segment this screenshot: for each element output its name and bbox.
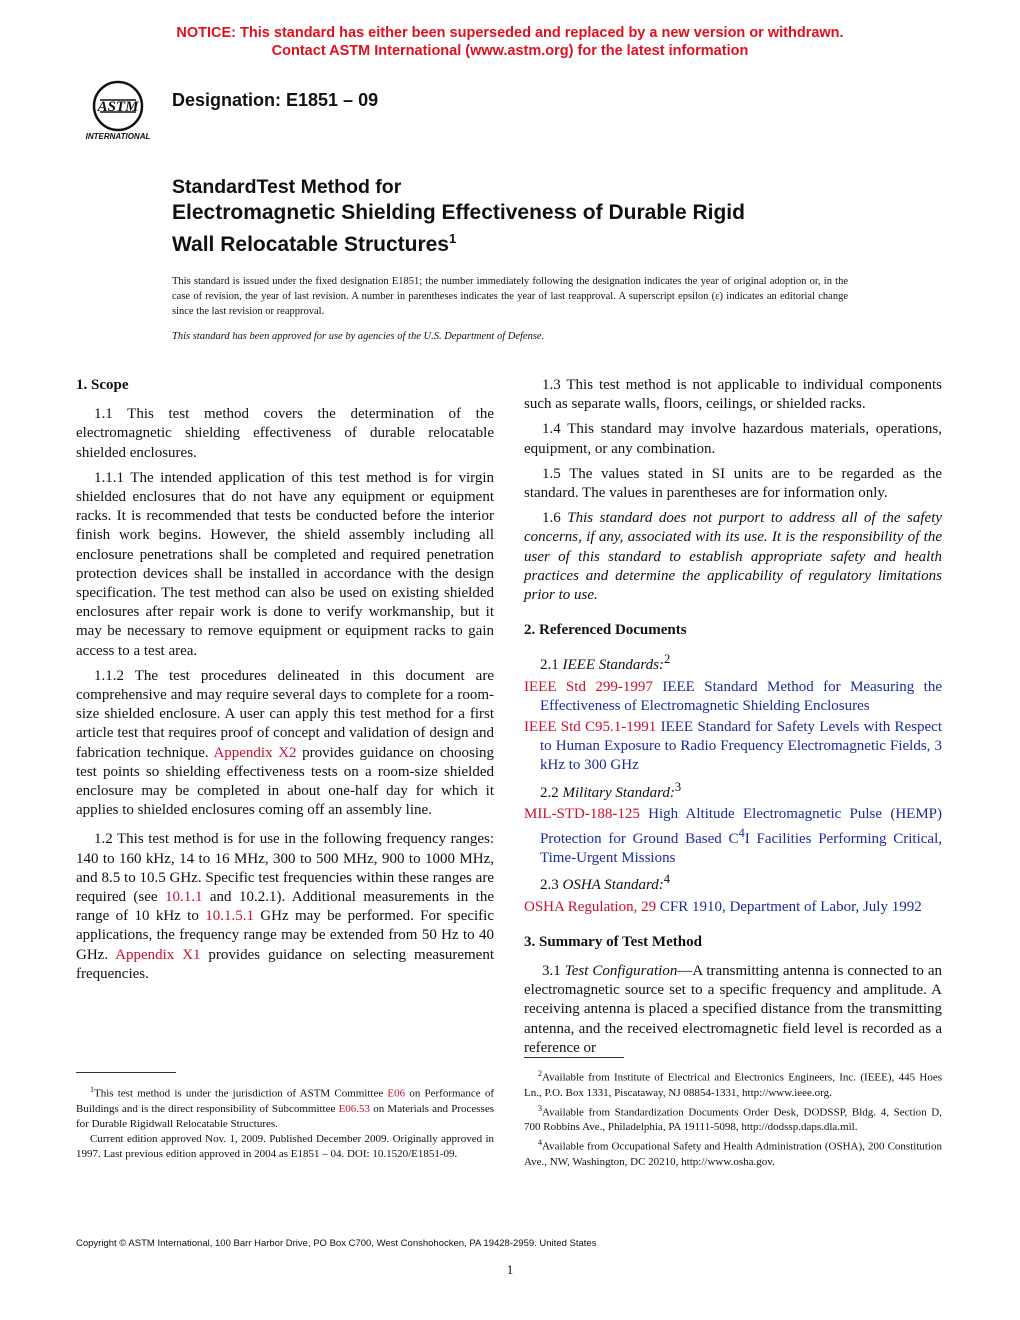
- committee-e06-link[interactable]: E06: [387, 1087, 406, 1100]
- title-footnote-mark: 1: [448, 231, 457, 246]
- left-column: [76, 376, 494, 990]
- section-2-3-sup: 4: [663, 872, 670, 887]
- notice-line-1: NOTICE: This standard has either been superseded and replaced by a new version or withdrawn.: [176, 25, 844, 41]
- para-1-2: [76, 830, 494, 984]
- para-1-6: [524, 509, 942, 605]
- subcommittee-e06-53-link[interactable]: E06.53: [338, 1102, 371, 1115]
- footnote-rule-right: [524, 1057, 624, 1058]
- para-1-2-text-d: provides guidance on selecting measurement frequencies.: [76, 946, 495, 982]
- section-2-2-sup: 3: [674, 779, 682, 794]
- para-1-1-2: [76, 667, 494, 821]
- section-2-3-number: 2.3: [540, 877, 559, 894]
- section-2-2-number: 2.2: [540, 784, 559, 801]
- footnote-4-text: Available from Occupational Safety and Health Administration (OSHA), 200 Constitution Ave., NW, Washington, DC 20210, http://www.osha.gov.: [524, 1140, 942, 1168]
- para-1-2-text-c: GHz may be performed. For specific applications, the frequency range may be extended from 50 Hz to 40 GHz.: [76, 908, 494, 963]
- title-line-2: Electromagnetic Shielding Effectiveness of Durable Rigid: [172, 201, 745, 224]
- para-1-1-1: 1.1.1 The intended application of this test method is for virgin shielded enclosures that do not have any equipment or equipment racks. It is recommended that tests be conducted before the interior finish work begins. However, the shield assembly including all enclosure penetrations shall be completed and required penetration protection devices shall be installed in accordance with the design specification. The test method can also be used on existing shielded enclosures after repair work is done to verify workmanship, but it may be necessary to remove equipment or equipment racks to gain access to a test area.: [76, 469, 494, 659]
- para-1-6-text: This standard does not purport to address all of the safety concerns, if any, associated with its use. It is the responsibility of the user of this standard to establish appropriate safety and health practices and determine the applicability of regulatory limitations prior to use.: [524, 510, 943, 604]
- section-2-1-number: 2.1: [540, 657, 559, 674]
- footnote-1-mark: 1: [90, 1085, 94, 1094]
- right-column: [524, 376, 942, 1064]
- footnote-1-text-a: This test method is under the jurisdiction of ASTM Committee: [94, 1087, 384, 1100]
- section-2-3: [524, 870, 942, 895]
- footnotes-right: [524, 1066, 942, 1170]
- footnote-2-mark: 2: [538, 1069, 542, 1078]
- para-1-1-2-text-a: 1.1.2 The test procedures delineated in this document are comprehensive and may require several days to complete for a room-size shielded enclosure. A user can apply this test method for a first article test that requires proof of concept and validation of design and fabrication technique.: [76, 667, 494, 761]
- footnote-3-text: Available from Standardization Documents Order Desk, DODSSP, Bldg. 4, Section D, 700 Robbins Ave., Philadelphia, PA 19111-5098, http://dodssp.daps.dla.mil.: [524, 1106, 942, 1134]
- ref-mil-std-id[interactable]: MIL-STD-188-125: [524, 805, 640, 822]
- footnote-1-text-b: on Performance of Buildings and is the direct responsibility of Subcommittee: [76, 1087, 495, 1115]
- section-2-2: [524, 778, 942, 803]
- title-line-3-wrap: [172, 226, 932, 258]
- astm-logo-subtext: INTERNATIONAL: [85, 132, 151, 141]
- dod-approval-note: This standard has been approved for use by agencies of the U.S. Department of Defense.: [172, 331, 545, 342]
- footnote-rule-left: [76, 1072, 176, 1073]
- designation: Designation: E1851 – 09: [172, 90, 379, 110]
- para-1-6-number: 1.6: [542, 510, 561, 527]
- ref-ieee-299[interactable]: [524, 678, 942, 716]
- footnote-3: [524, 1101, 942, 1136]
- title-line-1: StandardTest Method for: [172, 176, 402, 198]
- ref-mil-std-title-b[interactable]: I Facilities Performing Critical, Time-Urgent Missions: [540, 831, 942, 867]
- ref-osha-title[interactable]: CFR 1910, Department of Labor, July 1992: [659, 898, 922, 915]
- section-2-1-title: IEEE Standards:: [562, 657, 665, 674]
- para-1-1-2-text-b: provides guidance on choosing test points so shielding effectiveness tests on a room-size shielded enclosure may be completed in about one-half day for which it applies to shielded enclosures coming off an assembly line.: [76, 744, 494, 819]
- page-number: 1: [506, 1262, 514, 1277]
- appendix-x2-link[interactable]: Appendix X2: [213, 744, 297, 761]
- ref-mil-std[interactable]: [524, 805, 942, 869]
- footnote-1-text-c: on Materials and Processes for Durable Rigidwall Relocatable Structures.: [76, 1102, 494, 1130]
- para-3-1: [524, 962, 942, 1058]
- section-2-2-title: Military Standard:: [562, 784, 675, 801]
- para-3-1-number: 3.1: [542, 963, 561, 980]
- supersede-notice: [0, 24, 1020, 60]
- ref-ieee-299-title[interactable]: IEEE Standard Method for Measuring the Effectiveness of Electromagnetic Shielding Enclosures: [540, 678, 943, 714]
- section-2-1-sup: 2: [664, 652, 671, 667]
- footnote-2: [524, 1066, 942, 1101]
- footnote-4-mark: 4: [538, 1138, 542, 1148]
- section-2-1: [524, 650, 942, 675]
- ref-osha[interactable]: [524, 898, 942, 917]
- section-2-3-title: OSHA Standard:: [562, 877, 664, 894]
- ref-ieee-c95[interactable]: [524, 718, 942, 776]
- referenced-documents-heading: 2. Referenced Documents: [524, 622, 687, 639]
- section-10-1-1-link[interactable]: 10.1.1: [164, 889, 203, 906]
- footnotes-left: [76, 1082, 494, 1162]
- ref-mil-std-sup: 4: [738, 826, 745, 841]
- astm-logo-text: ASTM: [97, 99, 139, 115]
- footnote-1-edition: Current edition approved Nov. 1, 2009. Published December 2009. Originally approved in 1997. Last previous edition approved in 2004 as E1851 – 04. DOI: 10.1520/E1851-09.: [76, 1132, 494, 1160]
- summary-heading: 3. Summary of Test Method: [524, 933, 702, 950]
- document-title: [172, 174, 932, 258]
- ref-mil-std-title-a[interactable]: High Altitude Electromagnetic Pulse (HEMP) Protection for Ground Based C: [540, 805, 942, 848]
- footnote-1: [76, 1082, 494, 1132]
- footnote-2-text: Available from Institute of Electrical and Electronics Engineers, Inc. (IEEE), 445 Hoes Ln., P.O. Box 1331, Piscataway, NJ 08854-1331, http://www.ieee.org.: [524, 1071, 942, 1099]
- title-line-3: Wall Relocatable Structures: [172, 233, 449, 256]
- para-1-4: 1.4 This standard may involve hazardous materials, operations, equipment, or any combination.: [524, 421, 942, 457]
- para-1-3: 1.3 This test method is not applicable to individual components such as separate walls, floors, ceilings, or shielded racks.: [524, 377, 942, 413]
- ref-ieee-299-id[interactable]: IEEE Std 299-1997: [524, 678, 653, 695]
- para-1-5: 1.5 The values stated in SI units are to be regarded as the standard. The values in parentheses are for information only.: [524, 465, 942, 502]
- preamble: This standard is issued under the fixed designation E1851; the number immediately following the designation indicates the year of original adoption or, in the case of revision, the year of last revision. A number in parentheses indicates the year of last reapproval. A superscript epsilon (ε) indicates an editorial change since the last revision or reapproval.: [172, 276, 848, 317]
- notice-line-2: Contact ASTM International (www.astm.org) for the latest information: [271, 43, 749, 59]
- para-1-2-text-b: and 10.2.1). Additional measurements in the range of 10 kHz to: [76, 889, 495, 925]
- scope-heading: 1. Scope: [76, 377, 129, 393]
- footnote-3-mark: 3: [538, 1103, 542, 1113]
- footnote-4: [524, 1135, 942, 1170]
- astm-logo: [76, 72, 160, 142]
- copyright: Copyright © ASTM International, 100 Barr Harbor Drive, PO Box C700, West Conshohocken, PA 19428-2959. United States: [76, 1238, 597, 1249]
- section-10-1-5-1-link[interactable]: 10.1.5.1: [205, 908, 254, 925]
- ref-ieee-c95-title[interactable]: IEEE Standard for Safety Levels with Respect to Human Exposure to Radio Frequency Electromagnetic Fields, 3 kHz to 300 GHz: [540, 719, 943, 774]
- para-3-1-text: —A transmitting antenna is connected to an electromagnetic source set to a specific frequency and amplitude. A receiving antenna is placed a specified distance from the transmitting antenna, and the received electromagnetic field level is recorded as a reference or: [524, 963, 942, 1056]
- appendix-x1-link[interactable]: Appendix X1: [115, 946, 201, 963]
- ref-osha-id[interactable]: OSHA Regulation, 29: [524, 898, 657, 915]
- para-1-2-text-a: 1.2 This test method is for use in the following frequency ranges: 140 to 160 kHz, 14 to 16 MHz, 300 to 500 MHz, 900 to 1000 MHz, and 8.5 to 10.5 GHz. Specific test frequencies within these ranges are required (see: [76, 831, 494, 906]
- para-1-1: 1.1 This test method covers the determination of the electromagnetic shielding effectiveness of durable relocatable shielded enclosures.: [76, 406, 494, 461]
- ref-ieee-c95-id[interactable]: IEEE Std C95.1-1991: [524, 719, 657, 736]
- para-3-1-term: Test Configuration: [564, 963, 678, 980]
